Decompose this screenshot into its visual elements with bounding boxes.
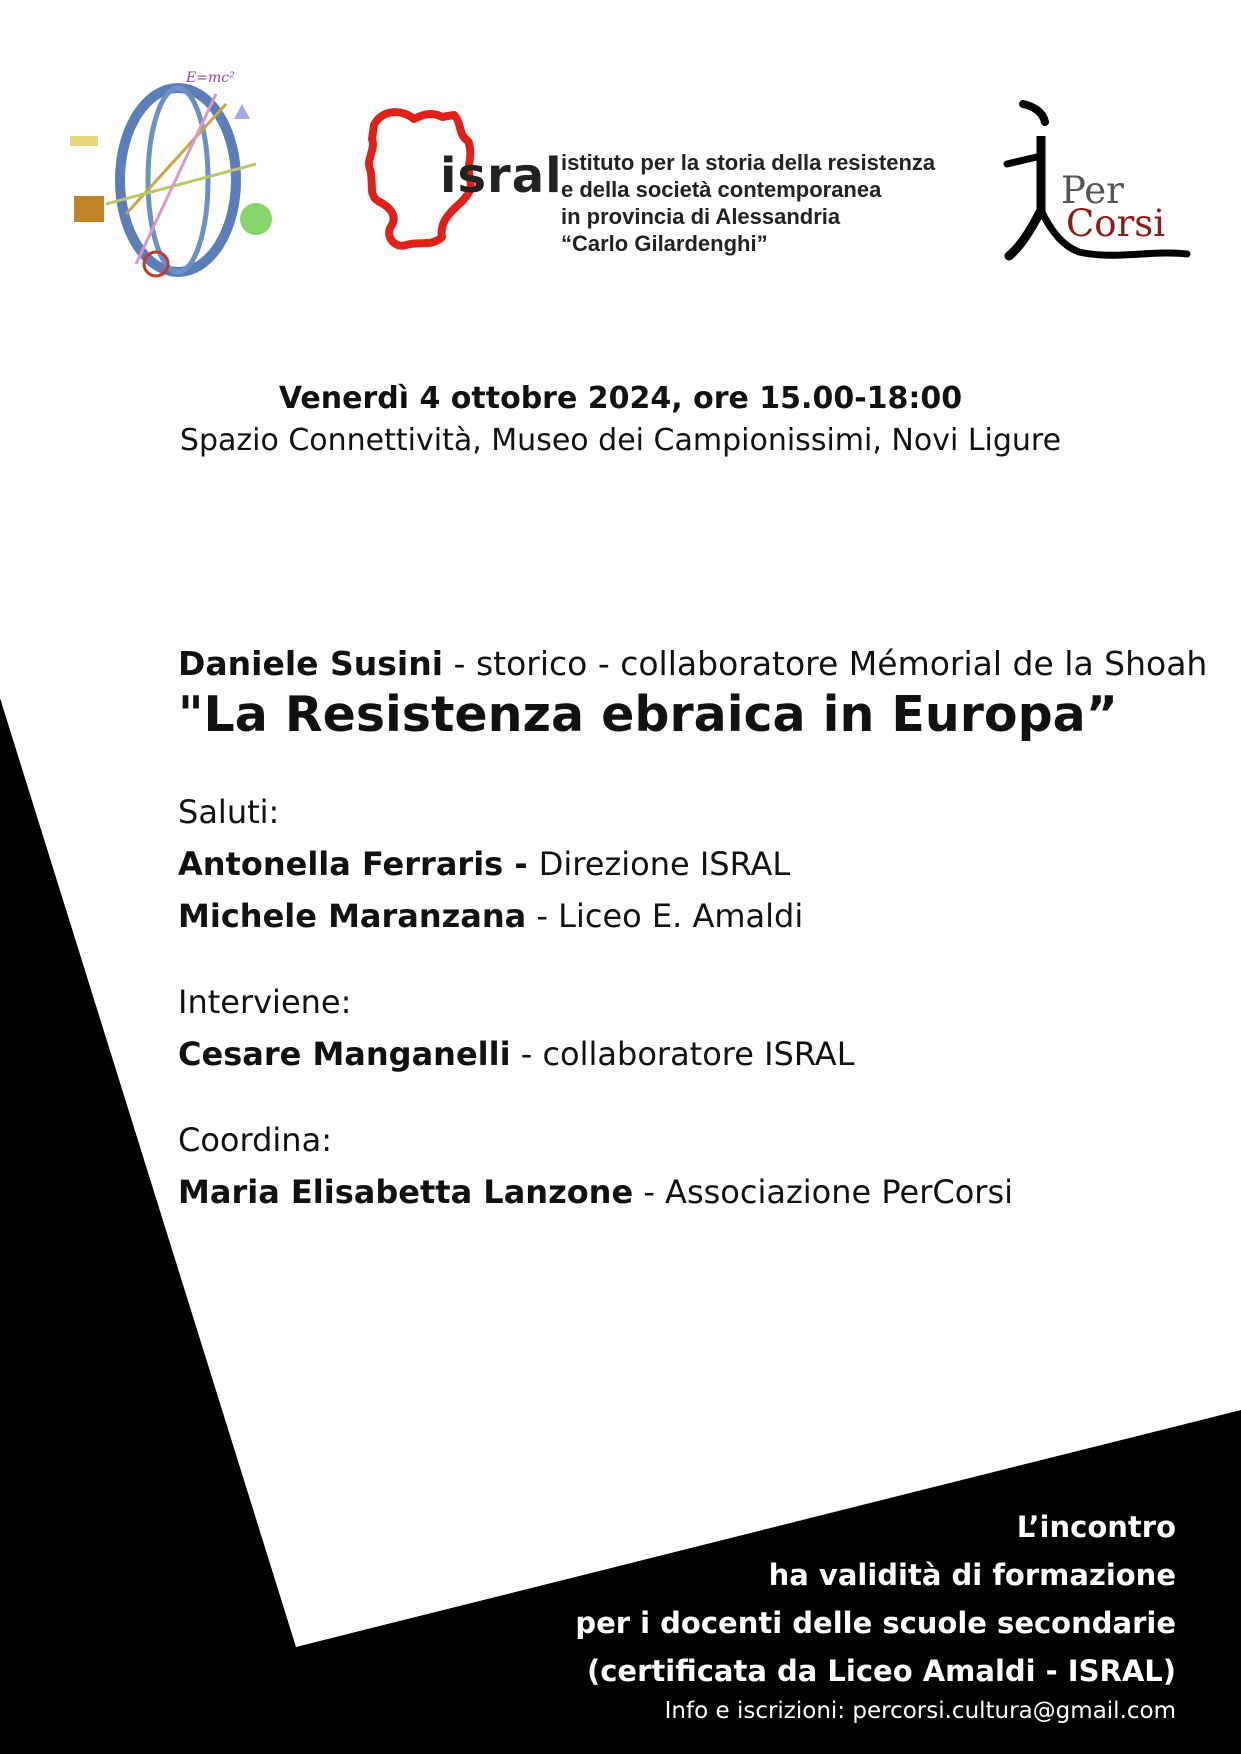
isral-desc-line: istituto per la storia della resistenza [561,150,936,175]
person-name: Michele Maranzana [178,897,527,935]
footer-contact-info: Info e iscrizioni: percorsi.cultura@gmail.com [664,1698,1176,1724]
footer-line: (certificata da Liceo Amaldi - ISRAL) [586,1654,1176,1688]
event-location: Spazio Connettività, Museo dei Campionissimi, Novi Ligure [179,423,1062,458]
percorsi-corsi-text: Corsi [1066,202,1166,245]
isral-wordmark: isral [440,148,563,204]
person-role: - Liceo E. Amaldi [526,897,804,935]
main-speaker [178,643,1208,685]
person-role: Direzione ISRAL [538,845,791,883]
greeting-person [178,895,1188,937]
footer-line: L’incontro [1016,1510,1176,1544]
person-role: - Associazione PerCorsi [633,1173,1013,1211]
coordination-label: Coordina: [178,1121,332,1159]
intervention-person [178,1033,1188,1075]
footer-line: per i docenti delle scuole secondarie [575,1606,1176,1640]
isral-description [561,149,935,257]
event-datetime: Venerdì 4 ottobre 2024, ore 15.00-18:00 [278,381,963,416]
isral-desc-line: “Carlo Gilardenghi” [561,231,768,256]
person-name: Antonella Ferraris - [178,845,539,883]
person-role: - collaboratore ISRAL [510,1035,855,1073]
isral-desc-line: in provincia di Alessandria [561,204,841,229]
speaker-role: - storico - collaboratore Mémorial de la Shoah [443,644,1208,683]
person-name: Cesare Manganelli [178,1035,511,1073]
amaldi-formula: E=mc² [186,70,235,86]
talk-title: "La Resistenza ebraica in Europa” [178,686,1118,743]
footer-line: ha validità di formazione [768,1558,1176,1592]
isral-desc-line: e della società contemporanea [561,177,882,202]
percorsi-per-text: Per [1061,169,1124,212]
footer-note [575,1503,1176,1727]
greetings-label: Saluti: [178,793,280,831]
greeting-person [178,843,1188,885]
intervention-label: Interviene: [178,983,352,1021]
program-content [178,643,1208,1213]
person-name: Maria Elisabetta Lanzone [178,1173,634,1211]
speaker-name: Daniele Susini [178,644,444,683]
amaldi-logo-icon [66,64,290,296]
coordination-person [178,1171,1188,1213]
